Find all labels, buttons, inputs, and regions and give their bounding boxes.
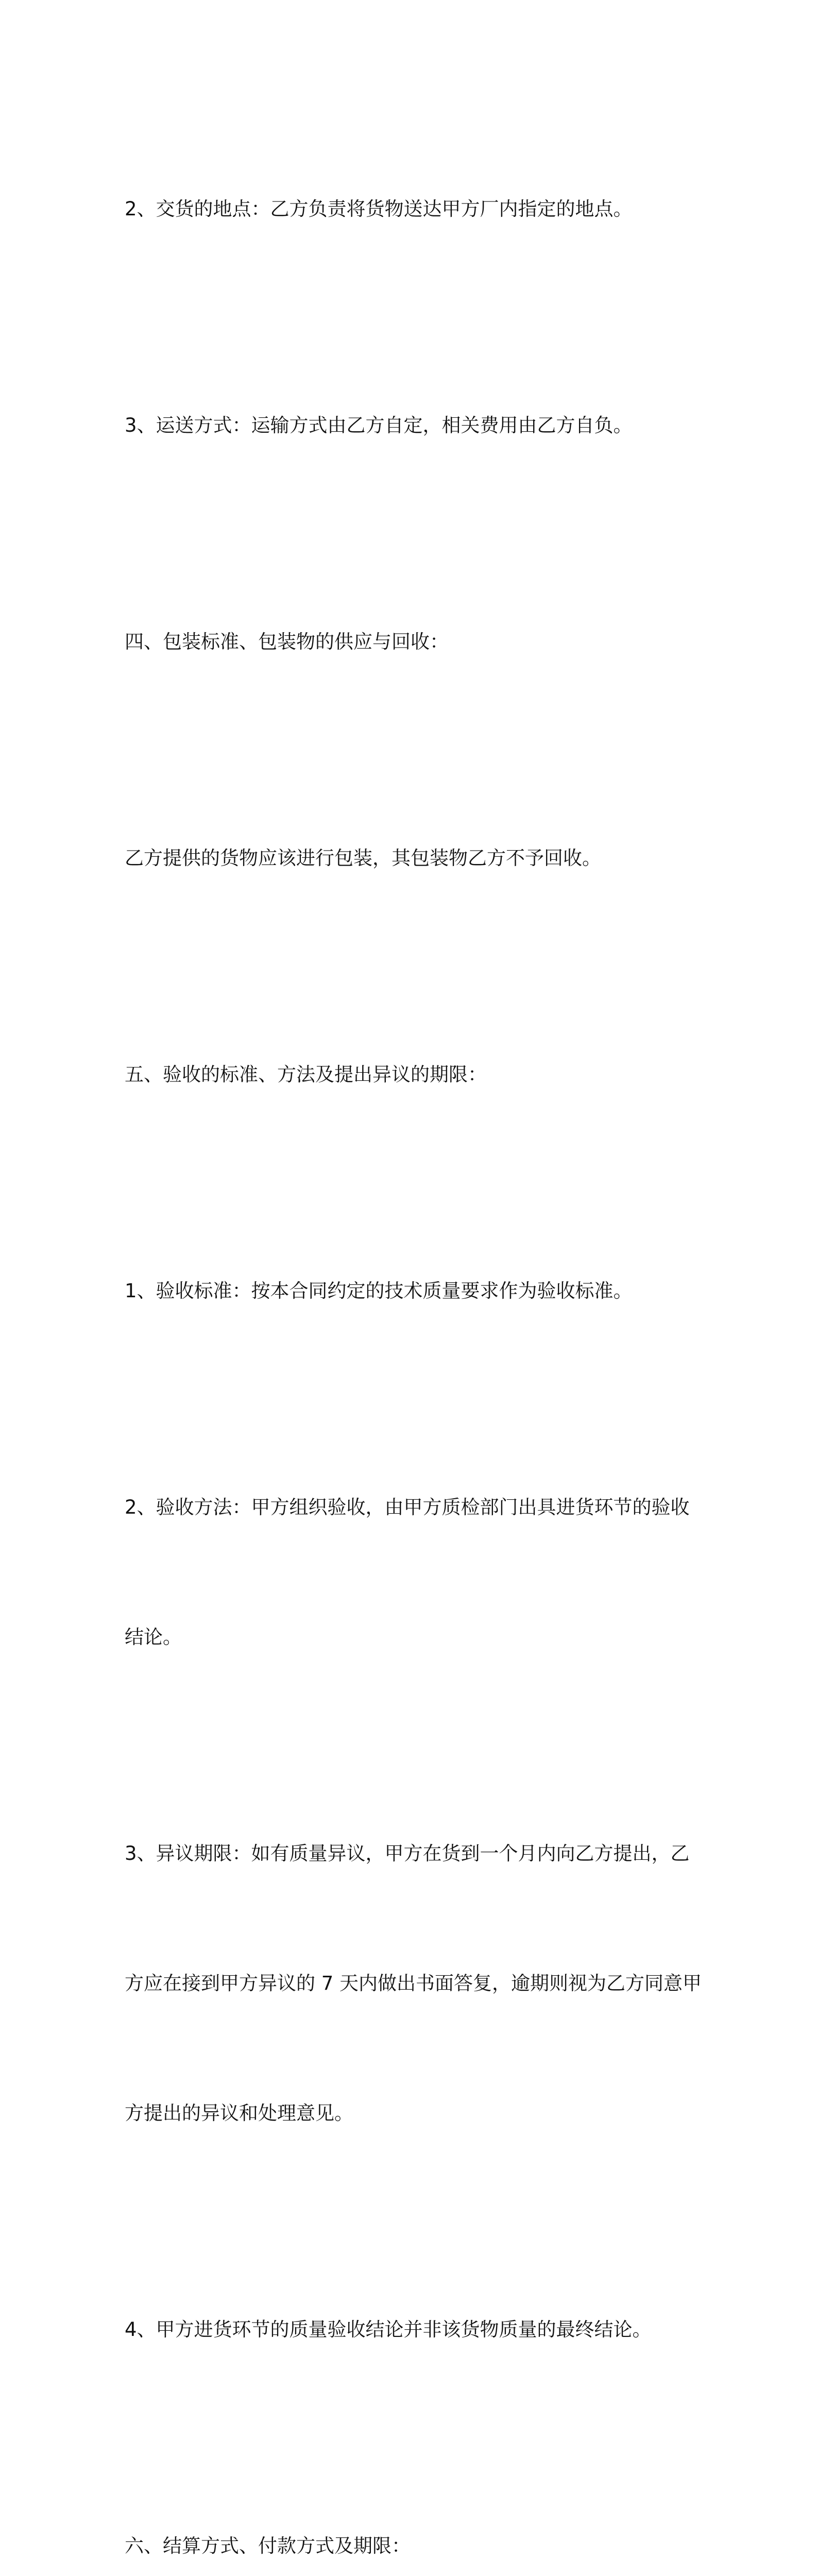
text-line: 4、甲方进货环节的质量验收结论并非该货物质量的最终结论。: [125, 2318, 652, 2341]
paragraph-inspection-conclusion: [125, 2222, 704, 2438]
paragraph-packaging: [125, 750, 704, 967]
text-line: 乙方提供的货物应该进行包装，其包装物乙方不予回收。: [125, 847, 601, 869]
text-line: 3、异议期限：如有质量异议，甲方在货到一个月内向乙方提出，乙: [125, 1842, 690, 1865]
paragraph-shipping-method: [125, 317, 704, 534]
text-line: 2、验收方法：甲方组织验收，由甲方质检部门出具进货环节的验收: [125, 1496, 690, 1518]
text-line: 四、包装标准、包装物的供应与回收：: [125, 631, 449, 653]
document-body: [125, 101, 704, 2576]
paragraph-delivery-location: [125, 101, 704, 317]
section-heading-settlement: [125, 2438, 704, 2576]
paragraph-acceptance-standard: [125, 1183, 704, 1399]
paragraph-objection-period: [125, 1745, 704, 2222]
text-line: 结论。: [125, 1626, 182, 1648]
text-line: 五、验收的标准、方法及提出异议的期限：: [125, 1063, 487, 1086]
section-heading-acceptance: [125, 967, 704, 1183]
text-line: 方应在接到甲方异议的 7 天内做出书面答复，逾期则视为乙方同意甲: [125, 1972, 702, 1994]
section-heading-packaging: [125, 534, 704, 750]
paragraph-acceptance-method: [125, 1399, 704, 1745]
text-line: 六、结算方式、付款方式及期限：: [125, 2535, 411, 2557]
text-line: 2、交货的地点：乙方负责将货物送达甲方厂内指定的地点。: [125, 198, 633, 220]
text-line: 方提出的异议和处理意见。: [125, 2102, 353, 2124]
text-line: 1、验收标准：按本合同约定的技术质量要求作为验收标准。: [125, 1280, 633, 1302]
text-line: 3、运送方式：运输方式由乙方自定，相关费用由乙方自负。: [125, 414, 633, 436]
